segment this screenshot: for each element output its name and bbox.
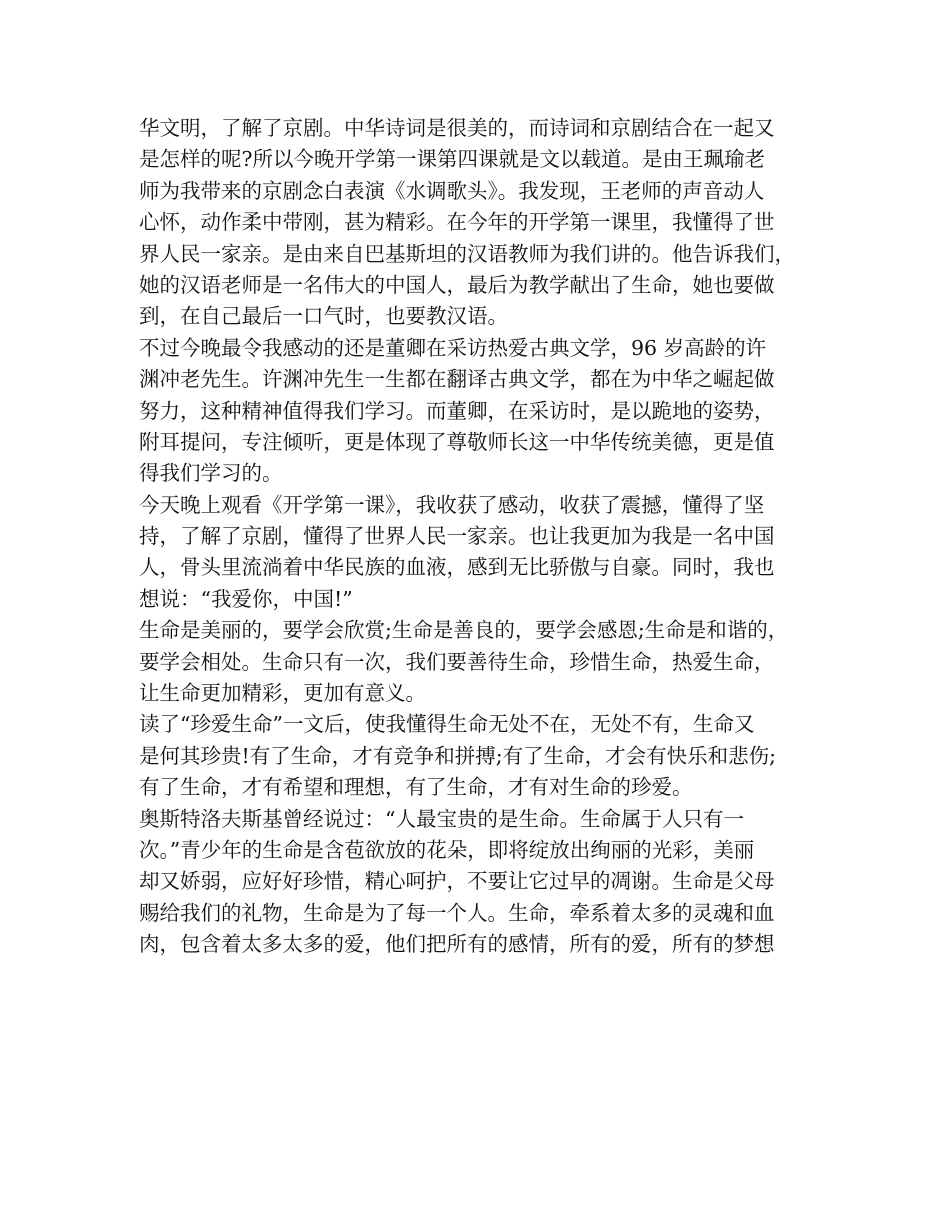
text-line: 要学会相处。生命只有一次，我们要善待生命，珍惜生命，热爱生命， <box>139 649 775 674</box>
text-line: 次。”青少年的生命是含苞欲放的花朵，即将绽放出绚丽的光彩，美丽 <box>139 837 755 862</box>
text-line: 心怀，动作柔中带刚，甚为精彩。在今年的开学第一课里，我懂得了世 <box>139 210 775 235</box>
text-line: 奥斯特洛夫斯基曾经说过：“人最宝贵的是生命。生命属于人只有一 <box>139 806 744 831</box>
text-line: 是怎样的呢?所以今晚开学第一课第四课就是文以载道。是由王珮瑜老 <box>139 147 765 172</box>
document-body <box>139 113 829 961</box>
text-line: 到，在自己最后一口气时，也要教汉语。 <box>139 304 508 329</box>
text-line: 今天晚上观看《开学第一课》，我收获了感动，收获了震撼，懂得了坚 <box>139 492 765 517</box>
text-line: 赐给我们的礼物，生命是为了每一个人。生命，牵系着太多的灵魂和血 <box>139 900 775 925</box>
text-line: 附耳提问，专注倾听，更是体现了尊敬师长这一中华传统美德，更是值 <box>139 429 775 454</box>
text-line: 肉，包含着太多太多的爱，他们把所有的感情，所有的爱，所有的梦想 <box>139 932 775 957</box>
text-line: 不过今晚最令我感动的还是董卿在采访热爱古典文学，96 岁高龄的许 <box>139 335 767 360</box>
text-line: 生命是美丽的，要学会欣赏;生命是善良的，要学会感恩;生命是和谐的， <box>139 618 789 643</box>
text-line: 师为我带来的京剧念白表演《水调歌头》。我发现，王老师的声音动人 <box>139 178 765 203</box>
text-line: 得我们学习的。 <box>139 461 283 486</box>
text-line: 人，骨头里流淌着中华民族的血液，感到无比骄傲与自豪。同时，我也 <box>139 555 775 580</box>
text-line: 是何其珍贵!有了生命，才有竞争和拼搏;有了生命，才会有快乐和悲伤; <box>139 743 777 768</box>
text-line: 想说：“我爱你，中国!” <box>139 586 353 611</box>
text-line: 她的汉语老师是一名伟大的中国人，最后为教学献出了生命，她也要做 <box>139 272 775 297</box>
text-line: 华文明，了解了京剧。中华诗词是很美的，而诗词和京剧结合在一起又 <box>139 116 775 140</box>
text-line: 读了“珍爱生命”一文后，使我懂得生命无处不在，无处不有，生命又 <box>139 712 755 737</box>
text-line: 却又娇弱，应好好珍惜，精心呵护，不要让它过早的凋谢。生命是父母 <box>139 869 775 894</box>
text-line: 界人民一家亲。是由来自巴基斯坦的汉语教师为我们讲的。他告诉我们， <box>139 241 795 266</box>
text-line: 有了生命，才有希望和理想，有了生命，才有对生命的珍爱。 <box>139 775 693 800</box>
text-line: 持，了解了京剧，懂得了世界人民一家亲。也让我更加为我是一名中国 <box>139 524 775 549</box>
text-line: 努力，这种精神值得我们学习。而董卿，在采访时，是以跪地的姿势， <box>139 398 775 423</box>
text-line: 让生命更加精彩，更加有意义。 <box>139 681 426 706</box>
text-line: 渊冲老先生。许渊冲先生一生都在翻译古典文学，都在为中华之崛起做 <box>139 367 775 392</box>
